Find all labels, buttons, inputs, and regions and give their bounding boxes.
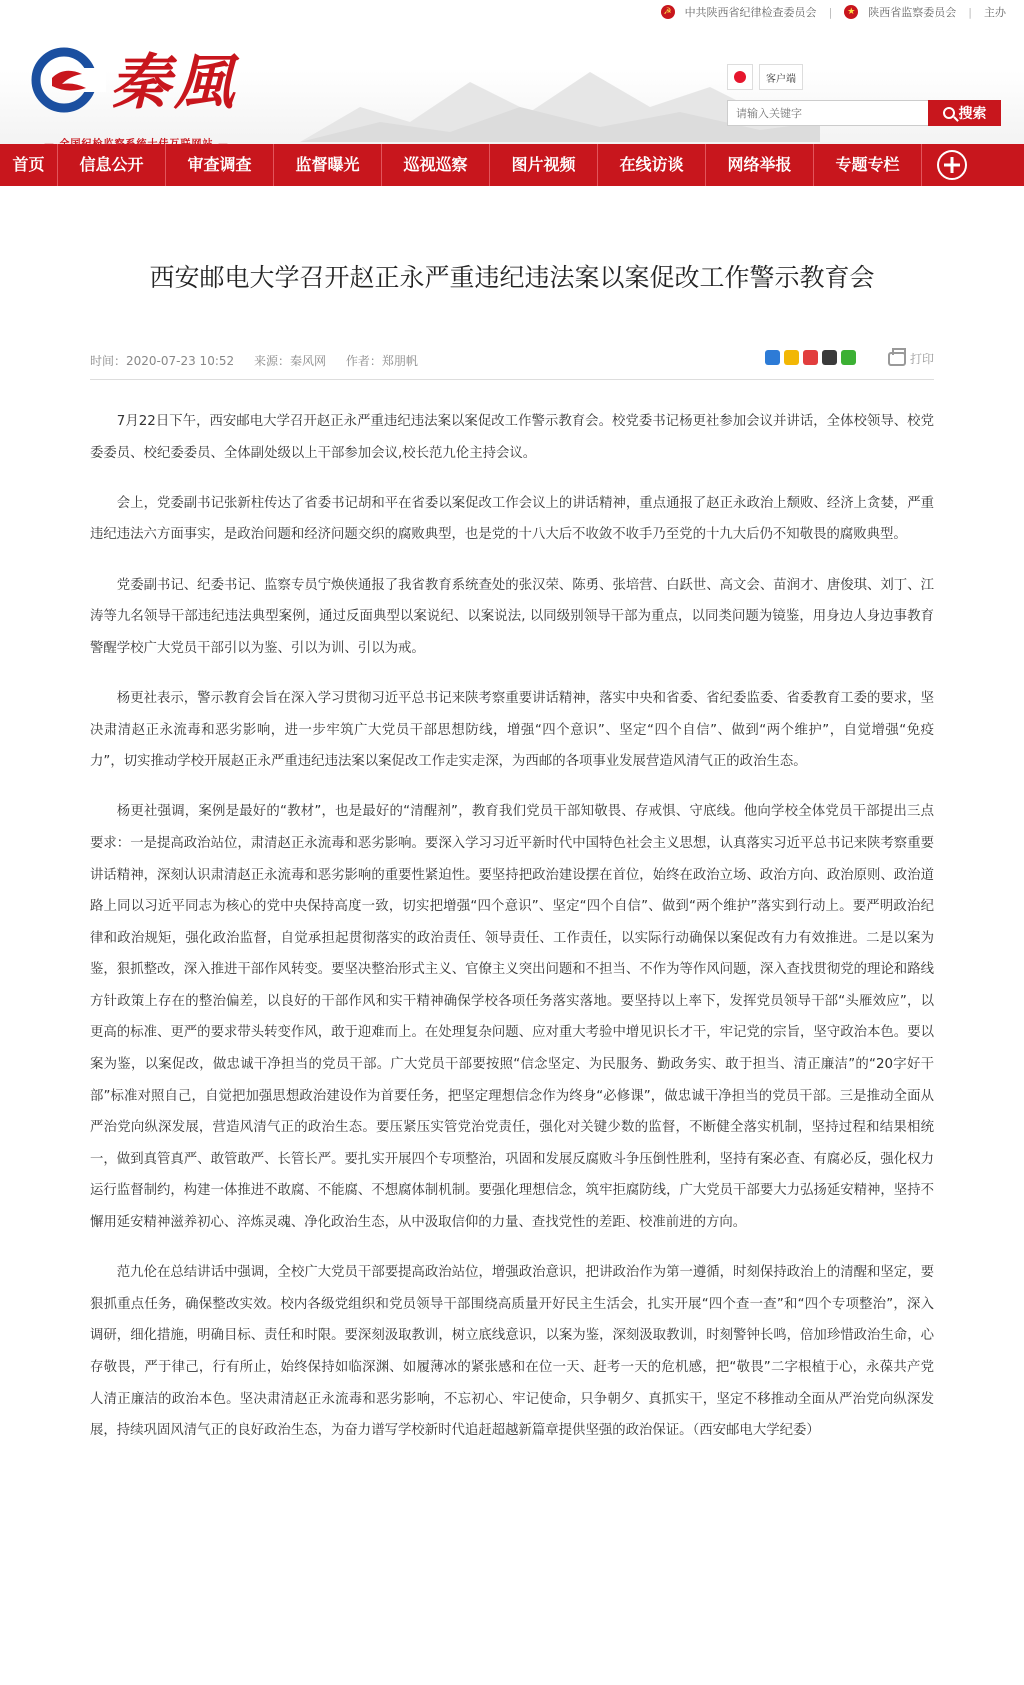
link-supervision[interactable]: 陕西省监察委员会: [868, 6, 957, 19]
logo-emblem-icon: [30, 40, 106, 116]
weibo-button[interactable]: [727, 64, 753, 90]
site-header: [0, 22, 1024, 144]
article-body: [90, 406, 934, 1465]
nav-item-exposure[interactable]: 监督曝光: [274, 144, 382, 186]
print-button[interactable]: [888, 350, 934, 367]
client-links: [727, 64, 803, 90]
meta-info: [90, 352, 434, 369]
paragraph: 杨更社表示，警示教育会旨在深入学习贯彻习近平总书记来陕考察重要讲话精神，落实中央和省委、省纪委监委、省委教育工委的要求，坚决肃清赵正永流毒和恶劣影响，进一步牢筑广大党员干部思想防线，增强“四个意识”、坚定“四个自信”、做到“两个维护”，自觉增强“免疫力”，切实推动学校开展赵正永严重违纪违法案以案促改工作走实走深，为西邮的各项事业发展营造风清气正的政治生态。: [90, 690, 934, 770]
paragraph: 会上，党委副书记张新柱传达了省委书记胡和平在省委以案促改工作会议上的讲话精神，重点通报了赵正永政治上颓败、经济上贪婪，严重违纪违法六方面事实，是政治问题和经济问题交织的腐败典型，也是党的十八大后不收敛不收手乃至党的十九大后仍不知敬畏的腐败典型。: [90, 495, 934, 543]
national-emblem-icon: ★: [844, 5, 858, 19]
paragraph: 党委副书记、纪委书记、监察专员宁焕侠通报了我省教育系统查处的张汉荣、陈勇、张培营、白跃世、高文会、苗润才、唐俊琪、刘丁、江涛等九名领导干部违纪违法典型案例，通过反面典型以案说纪、以案说法, 以同级别领导干部为重点，以同类问题为镜鉴，用身边人身边事教育警醒学校广大党员干部引以为鉴、引以为训、引以为戒。: [90, 577, 934, 656]
nav-item-report[interactable]: 网络举报: [706, 144, 814, 186]
logo-text: 秦風: [110, 48, 238, 118]
printer-icon: [888, 352, 906, 366]
link-commission[interactable]: 中共陕西省纪律检查委员会: [684, 6, 817, 19]
share-qq-icon[interactable]: [822, 350, 837, 365]
search-button-label: 搜索: [958, 106, 987, 122]
publish-time: 时间：2020-07-23 10:52: [90, 354, 235, 368]
share-buttons: [765, 350, 856, 365]
nav-item-inspection[interactable]: 巡视巡察: [382, 144, 490, 186]
share-wechat-icon[interactable]: [841, 350, 856, 365]
search-icon: [943, 107, 955, 119]
divider: |: [828, 5, 833, 19]
share-more-icon[interactable]: [765, 350, 780, 365]
article-source: 来源：秦风网: [253, 354, 326, 368]
article: [90, 258, 934, 1439]
search-button[interactable]: [928, 100, 1001, 126]
article-meta: [90, 350, 934, 380]
nav-item-topics[interactable]: 专题专栏: [814, 144, 922, 186]
plus-icon: [937, 150, 967, 180]
nav-item-interview[interactable]: 在线访谈: [598, 144, 706, 186]
nav-item-info[interactable]: 信息公开: [58, 144, 166, 186]
paragraph: 范九伦在总结讲话中强调，全校广大党员干部要提高政治站位，增强政治意识，把讲政治作为第一遵循，时刻保持政治上的清醒和坚定，要狠抓重点任务，确保整改实效。校内各级党组织和党员领导干部围绕高质量开好民主生活会，扎实开展“四个查一查”和“四个专项整治”，深入调研，细化措施，明确目标、责任和时限。要深刻汲取教训，树立底线意识，以案为鉴，深刻汲取教训，时刻警钟长鸣，倍加珍惜政治生命，心存敬畏，严于律己，行有所止，始终保持如临深渊、如履薄冰的紧张感和在位一天、赶考一天的危机感，把“敬畏”二字根植于心，永葆共产党人清正廉洁的政治本色。坚决肃清赵正永流毒和恶劣影响，不忘初心、牢记使命，只争朝夕、真抓实干，坚定不移推动全面从严治党向纵深发展，持续巩固风清气正的良好政治生态，为奋力谱写学校新时代追赶超越新篇章提供坚强的政治保证。（西安邮电大学纪委）: [90, 1265, 934, 1439]
share-weibo-icon[interactable]: [803, 350, 818, 365]
client-button[interactable]: 客户端: [759, 64, 803, 90]
print-label: 打印: [909, 352, 934, 366]
nav-more-button[interactable]: [922, 144, 982, 186]
nav-item-media[interactable]: 图片视频: [490, 144, 598, 186]
nav-item-home[interactable]: 首页: [0, 144, 58, 186]
divider: |: [968, 5, 972, 19]
paragraph: 杨更社强调，案例是最好的“教材”，也是最好的“清醒剂”，教育我们党员干部知敬畏、存戒惧、守底线。他向学校全体党员干部提出三点要求：一是提高政治站位，肃清赵正永流毒和恶劣影响。要深入学习习近平新时代中国特色社会主义思想，认真落实习近平总书记来陕考察重要讲话精神，深刻认识肃清赵正永流毒和恶劣影响的重要性紧迫性。要坚持把政治建设摆在首位，始终在政治立场、政治方向、政治原则、政治道路上同以习近平同志为核心的党中央保持高度一致，切实把增强“四个意识”、坚定“四个自信”、做到“两个维护”落实到行动上。要严明政治纪律和政治规矩，强化政治监督，自觉承担起贯彻落实的政治责任、领导责任、工作责任，以实际行动确保以案促改有力有效推进。二是以案为鉴，狠抓整改，深入推进干部作风转变。要坚决整治形式主义、官僚主义突出问题和不担当、不作为等作风问题，深入查找贯彻党的理论和路线方针政策上存在的整治偏差，以良好的干部作风和实干精神确保学校各项任务落实落地。要坚持以上率下，发挥党员领导干部“头雁效应”，以更高的标准、更严的要求带头转变作风，敢于迎难而上。在处理复杂问题、应对重大考验中增见识长才干，牢记党的宗旨，坚守政治本色。要以案为鉴，以案促改，做忠诚干净担当的党员干部。广大党员干部要按照“信念坚定、为民服务、勤政务实、敢于担当、清正廉洁”的“20字好干部”标准对照自己，自觉把加强思想政治建设作为首要任务，把坚定理想信念作为终身“必修课”，做忠诚干净担当的党员干部。三是推动全面从严治党向纵深发展，营造风清气正的政治生态。要压紧压实管党治党责任，强化对关键少数的监督，不断健全落实机制，坚持过程和结果相统一，做到真管真严、敢管敢严、长管长严。要扎实开展四个专项整治，巩固和发展反腐败斗争压倒性胜利，坚持有案必查、有腐必反，强化权力运行监督制约，构建一体推进不敢腐、不能腐、不想腐体制机制。要强化理想信念，筑牢拒腐防线，广大党员干部要大力弘扬延安精神，坚持不懈用延安精神滋养初心、淬炼灵魂、净化政治生态，从中汲取信仰的力量、查找党性的差距、校准前进的方向。: [90, 804, 934, 1231]
article-author: 作者：郑朋帆: [345, 354, 418, 368]
party-emblem-icon: ☭: [661, 5, 675, 19]
main-nav: [0, 144, 1024, 186]
share-qzone-icon[interactable]: [784, 350, 799, 365]
top-links: [661, 4, 1006, 20]
search-bar: [727, 100, 1001, 126]
article-title: 西安邮电大学召开赵正永严重违纪违法案以案促改工作警示教育会: [149, 263, 875, 292]
search-input[interactable]: [727, 100, 928, 126]
host-label: 主办: [984, 6, 1006, 19]
weibo-icon: [734, 71, 746, 83]
paragraph: 7月22日下午，西安邮电大学召开赵正永严重违纪违法案以案促改工作警示教育会。校党委书记杨更社参加会议并讲话，全体校领导、校党委委员、校纪委委员、全体副处级以上干部参加会议,校长范九伦主持会议。: [90, 414, 934, 461]
nav-item-investigation[interactable]: 审查调查: [166, 144, 274, 186]
top-utility-bar: [0, 0, 1024, 22]
